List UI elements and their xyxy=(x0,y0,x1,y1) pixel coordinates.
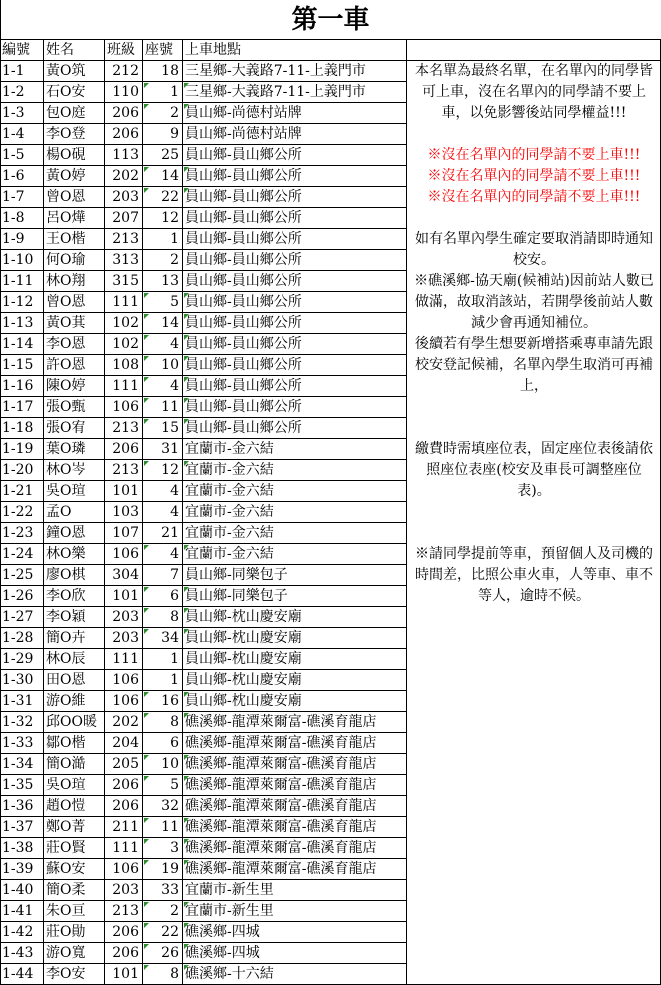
table-row xyxy=(0,229,407,250)
table-row xyxy=(0,187,407,208)
cell-seat: 3 xyxy=(143,838,183,859)
cell-id: 1-32 xyxy=(0,712,44,733)
cell-location: 員山鄉-員山鄉公所 xyxy=(183,250,407,271)
cell-seat: 11 xyxy=(143,817,183,838)
cell-seat: 32 xyxy=(143,796,183,817)
cell-class: 203 xyxy=(105,187,143,208)
cell-name: 呂O燁 xyxy=(44,208,105,229)
cell-class: 203 xyxy=(105,628,143,649)
cell-location: 礁溪鄉-龍潭萊爾富-礁溪育龍店 xyxy=(183,733,407,754)
cell-seat: 6 xyxy=(143,733,183,754)
cell-id: 1-21 xyxy=(0,481,44,502)
cell-seat: 4 xyxy=(143,544,183,565)
cell-id: 1-24 xyxy=(0,544,44,565)
table-row xyxy=(0,628,407,649)
cell-location: 礁溪鄉-龍潭萊爾富-礁溪育龍店 xyxy=(183,775,407,796)
table-row xyxy=(0,334,407,355)
table-row xyxy=(0,733,407,754)
cell-location: 員山鄉-尚德村站牌 xyxy=(183,103,407,124)
cell-seat: 4 xyxy=(143,376,183,397)
table-row xyxy=(0,292,407,313)
cell-seat: 1 xyxy=(143,670,183,691)
table-row xyxy=(0,439,407,460)
cell-class: 202 xyxy=(105,712,143,733)
cell-seat: 8 xyxy=(143,712,183,733)
cell-class: 108 xyxy=(105,355,143,376)
warning-note: ※沒在名單內的同學請不要上車!!! xyxy=(427,147,641,163)
cell-id: 1-16 xyxy=(0,376,44,397)
cell-location: 宜蘭市-金六結 xyxy=(183,502,407,523)
cell-seat: 15 xyxy=(143,418,183,439)
cell-id: 1-13 xyxy=(0,313,44,334)
cell-seat: 10 xyxy=(143,355,183,376)
page-title: 第一車 xyxy=(0,0,661,40)
cell-class: 106 xyxy=(105,397,143,418)
cell-seat: 4 xyxy=(143,334,183,355)
cell-class: 101 xyxy=(105,586,143,607)
cell-class: 213 xyxy=(105,418,143,439)
cell-seat: 2 xyxy=(143,103,183,124)
cell-name: 王O楷 xyxy=(44,229,105,250)
cell-seat: 22 xyxy=(143,922,183,943)
cell-name: 石O安 xyxy=(44,82,105,103)
cell-name: 張O宥 xyxy=(44,418,105,439)
table-row xyxy=(0,166,407,187)
cell-id: 1-40 xyxy=(0,880,44,901)
cell-name: 林O岑 xyxy=(44,460,105,481)
cell-seat: 2 xyxy=(143,901,183,922)
cell-name: 包O庭 xyxy=(44,103,105,124)
cell-id: 1-25 xyxy=(0,565,44,586)
cell-seat: 19 xyxy=(143,859,183,880)
table-row xyxy=(0,502,407,523)
cell-location: 員山鄉-尚德村站牌 xyxy=(183,124,407,145)
cell-location: 員山鄉-枕山慶安廟 xyxy=(183,691,407,712)
cell-seat: 14 xyxy=(143,166,183,187)
cell-id: 1-29 xyxy=(0,649,44,670)
cell-class: 106 xyxy=(105,544,143,565)
cell-id: 1-41 xyxy=(0,901,44,922)
cell-location: 礁溪鄉-四城 xyxy=(183,922,407,943)
cell-class: 206 xyxy=(105,796,143,817)
cell-name: 黃O婷 xyxy=(44,166,105,187)
cell-class: 202 xyxy=(105,166,143,187)
cell-name: 莊O賢 xyxy=(44,838,105,859)
cell-location: 宜蘭市-金六結 xyxy=(183,544,407,565)
cell-id: 1-14 xyxy=(0,334,44,355)
cell-seat: 21 xyxy=(143,523,183,544)
info-note: 繳費時需填座位表，固定座位表後請依照座位表座(校安及車長可調整座位表)。 xyxy=(415,441,653,499)
table-row xyxy=(0,145,407,166)
table-row xyxy=(0,82,407,103)
cell-location: 員山鄉-員山鄉公所 xyxy=(183,334,407,355)
cell-location: 員山鄉-枕山慶安廟 xyxy=(183,607,407,628)
cell-seat: 14 xyxy=(143,313,183,334)
cell-location: 員山鄉-枕山慶安廟 xyxy=(183,628,407,649)
warning-note: ※沒在名單內的同學請不要上車!!! xyxy=(427,189,641,205)
table-row xyxy=(0,460,407,481)
table-row xyxy=(0,544,407,565)
cell-class: 213 xyxy=(105,901,143,922)
cell-id: 1-42 xyxy=(0,922,44,943)
cell-class: 304 xyxy=(105,565,143,586)
table-row xyxy=(0,313,407,334)
cell-seat: 6 xyxy=(143,586,183,607)
table-row xyxy=(0,271,407,292)
table-row xyxy=(0,964,407,985)
table-row xyxy=(0,838,407,859)
cell-location: 礁溪鄉-龍潭萊爾富-礁溪育龍店 xyxy=(183,712,407,733)
cell-seat: 12 xyxy=(143,460,183,481)
cell-name: 林O辰 xyxy=(44,649,105,670)
table-row xyxy=(0,796,407,817)
cell-location: 員山鄉-枕山慶安廟 xyxy=(183,649,407,670)
table-row xyxy=(0,418,407,439)
cell-id: 1-18 xyxy=(0,418,44,439)
cell-name: 游O維 xyxy=(44,691,105,712)
cell-name: 游O寬 xyxy=(44,943,105,964)
cell-class: 207 xyxy=(105,208,143,229)
cell-seat: 1 xyxy=(143,82,183,103)
cell-id: 1-1 xyxy=(0,61,44,82)
cell-class: 103 xyxy=(105,502,143,523)
cell-location: 員山鄉-員山鄉公所 xyxy=(183,145,407,166)
cell-location: 礁溪鄉-龍潭萊爾富-礁溪育龍店 xyxy=(183,796,407,817)
cell-location: 員山鄉-同樂包子 xyxy=(183,565,407,586)
cell-name: 田O恩 xyxy=(44,670,105,691)
cell-name: 葉O璘 xyxy=(44,439,105,460)
cell-name: 廖O棋 xyxy=(44,565,105,586)
cell-name: 李O穎 xyxy=(44,607,105,628)
cell-id: 1-23 xyxy=(0,523,44,544)
cell-class: 111 xyxy=(105,376,143,397)
cell-seat: 2 xyxy=(143,250,183,271)
cell-id: 1-6 xyxy=(0,166,44,187)
table-row xyxy=(0,670,407,691)
cell-id: 1-2 xyxy=(0,82,44,103)
header-class: 班級 xyxy=(105,40,143,61)
cell-class: 206 xyxy=(105,943,143,964)
cell-name: 簡O柔 xyxy=(44,880,105,901)
table-row xyxy=(0,355,407,376)
cell-name: 吳O瑄 xyxy=(44,481,105,502)
cell-id: 1-33 xyxy=(0,733,44,754)
cell-seat: 26 xyxy=(143,943,183,964)
cell-name: 鄭O菁 xyxy=(44,817,105,838)
cell-id: 1-34 xyxy=(0,754,44,775)
cell-name: 莊O勛 xyxy=(44,922,105,943)
cell-name: 曾O恩 xyxy=(44,292,105,313)
cell-id: 1-5 xyxy=(0,145,44,166)
cell-location: 宜蘭市-金六結 xyxy=(183,439,407,460)
cell-location: 礁溪鄉-龍潭萊爾富-礁溪育龍店 xyxy=(183,838,407,859)
info-note: ※礁溪鄉-協天廟(候補站)因前站人數已做滿，故取消該站，若開學後前站人數減少會再通知補位。 xyxy=(414,273,654,331)
cell-id: 1-38 xyxy=(0,838,44,859)
cell-name: 李O安 xyxy=(44,964,105,985)
cell-location: 員山鄉-員山鄉公所 xyxy=(183,397,407,418)
cell-location: 宜蘭市-金六結 xyxy=(183,481,407,502)
cell-location: 員山鄉-枕山慶安廟 xyxy=(183,670,407,691)
cell-location: 員山鄉-員山鄉公所 xyxy=(183,376,407,397)
cell-seat: 33 xyxy=(143,880,183,901)
cell-name: 許O恩 xyxy=(44,355,105,376)
table-row xyxy=(0,691,407,712)
table-row xyxy=(0,754,407,775)
cell-location: 宜蘭市-金六結 xyxy=(183,460,407,481)
cell-id: 1-12 xyxy=(0,292,44,313)
cell-id: 1-7 xyxy=(0,187,44,208)
cell-class: 206 xyxy=(105,922,143,943)
cell-id: 1-4 xyxy=(0,124,44,145)
cell-name: 李O恩 xyxy=(44,334,105,355)
cell-seat: 7 xyxy=(143,565,183,586)
header-row xyxy=(0,40,661,61)
cell-id: 1-26 xyxy=(0,586,44,607)
table-row xyxy=(0,586,407,607)
table-row xyxy=(0,712,407,733)
cell-name: 簡O卉 xyxy=(44,628,105,649)
header-name: 姓名 xyxy=(44,40,105,61)
cell-location: 礁溪鄉-龍潭萊爾富-礁溪育龍店 xyxy=(183,817,407,838)
table-row xyxy=(0,817,407,838)
cell-location: 三星鄉-大義路7-11-上義門市 xyxy=(183,82,407,103)
cell-class: 111 xyxy=(105,292,143,313)
cell-seat: 12 xyxy=(143,208,183,229)
cell-class: 205 xyxy=(105,754,143,775)
cell-class: 102 xyxy=(105,334,143,355)
cell-class: 212 xyxy=(105,61,143,82)
table-row xyxy=(0,922,407,943)
cell-class: 203 xyxy=(105,880,143,901)
info-note: ※請同學提前等車，預留個人及司機的時間差，比照公車火車，人等車、車不等人，逾時不候。 xyxy=(415,546,653,604)
cell-location: 宜蘭市-新生里 xyxy=(183,901,407,922)
cell-class: 111 xyxy=(105,838,143,859)
cell-location: 員山鄉-員山鄉公所 xyxy=(183,313,407,334)
cell-seat: 25 xyxy=(143,145,183,166)
cell-location: 員山鄉-員山鄉公所 xyxy=(183,271,407,292)
cell-name: 黃O筑 xyxy=(44,61,105,82)
cell-id: 1-8 xyxy=(0,208,44,229)
cell-seat: 4 xyxy=(143,481,183,502)
header-id: 編號 xyxy=(0,40,44,61)
cell-class: 102 xyxy=(105,313,143,334)
cell-id: 1-17 xyxy=(0,397,44,418)
cell-name: 張O甄 xyxy=(44,397,105,418)
cell-seat: 8 xyxy=(143,964,183,985)
cell-location: 員山鄉-員山鄉公所 xyxy=(183,355,407,376)
cell-seat: 18 xyxy=(143,61,183,82)
table-row xyxy=(0,208,407,229)
cell-seat: 10 xyxy=(143,754,183,775)
cell-name: 鐘O恩 xyxy=(44,523,105,544)
cell-seat: 31 xyxy=(143,439,183,460)
table-row xyxy=(0,397,407,418)
cell-location: 員山鄉-員山鄉公所 xyxy=(183,292,407,313)
cell-name: 孟O xyxy=(44,502,105,523)
cell-id: 1-20 xyxy=(0,460,44,481)
cell-class: 206 xyxy=(105,775,143,796)
cell-name: 吳O瑄 xyxy=(44,775,105,796)
cell-location: 員山鄉-員山鄉公所 xyxy=(183,208,407,229)
cell-id: 1-27 xyxy=(0,607,44,628)
cell-name: 鄒O楷 xyxy=(44,733,105,754)
cell-name: 陳O婷 xyxy=(44,376,105,397)
cell-name: 曾O恩 xyxy=(44,187,105,208)
cell-name: 楊O硯 xyxy=(44,145,105,166)
table-row xyxy=(0,61,407,82)
info-note: 後續若有學生想要新增搭乘專車請先跟校安登記候補，名單內學生取消可再補上， xyxy=(415,336,653,394)
cell-seat: 1 xyxy=(143,649,183,670)
table-row xyxy=(0,103,407,124)
cell-location: 員山鄉-員山鄉公所 xyxy=(183,166,407,187)
cell-location: 員山鄉-同樂包子 xyxy=(183,586,407,607)
info-note: 本名單為最終名單，在名單內的同學皆可上車，沒在名單內的同學請不要上車，以免影響後站同學權益!!! xyxy=(415,63,653,121)
cell-class: 211 xyxy=(105,817,143,838)
cell-seat: 11 xyxy=(143,397,183,418)
cell-name: 林O樂 xyxy=(44,544,105,565)
info-note: 如有名單內學生確定要取消請即時通知校安。 xyxy=(415,231,653,268)
cell-class: 110 xyxy=(105,82,143,103)
cell-name: 簡O澔 xyxy=(44,754,105,775)
cell-class: 206 xyxy=(105,124,143,145)
table-row xyxy=(0,124,407,145)
table-row xyxy=(0,901,407,922)
cell-seat: 13 xyxy=(143,271,183,292)
cell-class: 106 xyxy=(105,859,143,880)
warning-note: ※沒在名單內的同學請不要上車!!! xyxy=(427,168,641,184)
cell-seat: 5 xyxy=(143,775,183,796)
cell-class: 315 xyxy=(105,271,143,292)
cell-location: 礁溪鄉-四城 xyxy=(183,943,407,964)
cell-seat: 8 xyxy=(143,607,183,628)
cell-class: 206 xyxy=(105,439,143,460)
header-seat: 座號 xyxy=(143,40,183,61)
cell-seat: 34 xyxy=(143,628,183,649)
table-row xyxy=(0,376,407,397)
cell-id: 1-3 xyxy=(0,103,44,124)
cell-id: 1-19 xyxy=(0,439,44,460)
cell-id: 1-10 xyxy=(0,250,44,271)
cell-id: 1-35 xyxy=(0,775,44,796)
table-row xyxy=(0,775,407,796)
table-row xyxy=(0,880,407,901)
cell-name: 何O瑜 xyxy=(44,250,105,271)
cell-location: 員山鄉-員山鄉公所 xyxy=(183,187,407,208)
table-row xyxy=(0,607,407,628)
cell-name: 蘇O安 xyxy=(44,859,105,880)
cell-location: 宜蘭市-新生里 xyxy=(183,880,407,901)
cell-class: 107 xyxy=(105,523,143,544)
table-row xyxy=(0,481,407,502)
cell-class: 204 xyxy=(105,733,143,754)
cell-location: 員山鄉-員山鄉公所 xyxy=(183,418,407,439)
cell-class: 213 xyxy=(105,460,143,481)
cell-seat: 4 xyxy=(143,502,183,523)
cell-seat: 22 xyxy=(143,187,183,208)
cell-class: 213 xyxy=(105,229,143,250)
cell-class: 111 xyxy=(105,649,143,670)
cell-class: 101 xyxy=(105,964,143,985)
cell-location: 礁溪鄉-龍潭萊爾富-礁溪育龍店 xyxy=(183,754,407,775)
header-notes xyxy=(407,40,661,61)
cell-location: 員山鄉-員山鄉公所 xyxy=(183,229,407,250)
cell-id: 1-44 xyxy=(0,964,44,985)
cell-id: 1-31 xyxy=(0,691,44,712)
header-location: 上車地點 xyxy=(183,40,407,61)
cell-class: 313 xyxy=(105,250,143,271)
cell-id: 1-43 xyxy=(0,943,44,964)
table-row xyxy=(0,565,407,586)
cell-id: 1-30 xyxy=(0,670,44,691)
cell-location: 三星鄉-大義路7-11-上義門市 xyxy=(183,61,407,82)
cell-seat: 1 xyxy=(143,229,183,250)
cell-id: 1-36 xyxy=(0,796,44,817)
cell-id: 1-28 xyxy=(0,628,44,649)
cell-class: 113 xyxy=(105,145,143,166)
cell-id: 1-9 xyxy=(0,229,44,250)
table-row xyxy=(0,859,407,880)
table-row xyxy=(0,523,407,544)
cell-seat: 5 xyxy=(143,292,183,313)
cell-name: 黃O萁 xyxy=(44,313,105,334)
cell-seat: 9 xyxy=(143,124,183,145)
cell-name: 邱OO暖 xyxy=(44,712,105,733)
cell-name: 李O欣 xyxy=(44,586,105,607)
cell-location: 礁溪鄉-龍潭萊爾富-礁溪育龍店 xyxy=(183,859,407,880)
cell-id: 1-22 xyxy=(0,502,44,523)
cell-location: 礁溪鄉-十六結 xyxy=(183,964,407,985)
table-row xyxy=(0,649,407,670)
cell-class: 106 xyxy=(105,670,143,691)
cell-class: 206 xyxy=(105,103,143,124)
table-row xyxy=(0,250,407,271)
cell-name: 李O登 xyxy=(44,124,105,145)
cell-location: 宜蘭市-金六結 xyxy=(183,523,407,544)
cell-class: 203 xyxy=(105,607,143,628)
cell-name: 趙O愷 xyxy=(44,796,105,817)
table-row xyxy=(0,943,407,964)
cell-class: 106 xyxy=(105,691,143,712)
cell-seat: 16 xyxy=(143,691,183,712)
cell-id: 1-37 xyxy=(0,817,44,838)
cell-name: 朱O亘 xyxy=(44,901,105,922)
cell-id: 1-15 xyxy=(0,355,44,376)
cell-class: 101 xyxy=(105,481,143,502)
cell-name: 林O翔 xyxy=(44,271,105,292)
cell-id: 1-11 xyxy=(0,271,44,292)
cell-id: 1-39 xyxy=(0,859,44,880)
